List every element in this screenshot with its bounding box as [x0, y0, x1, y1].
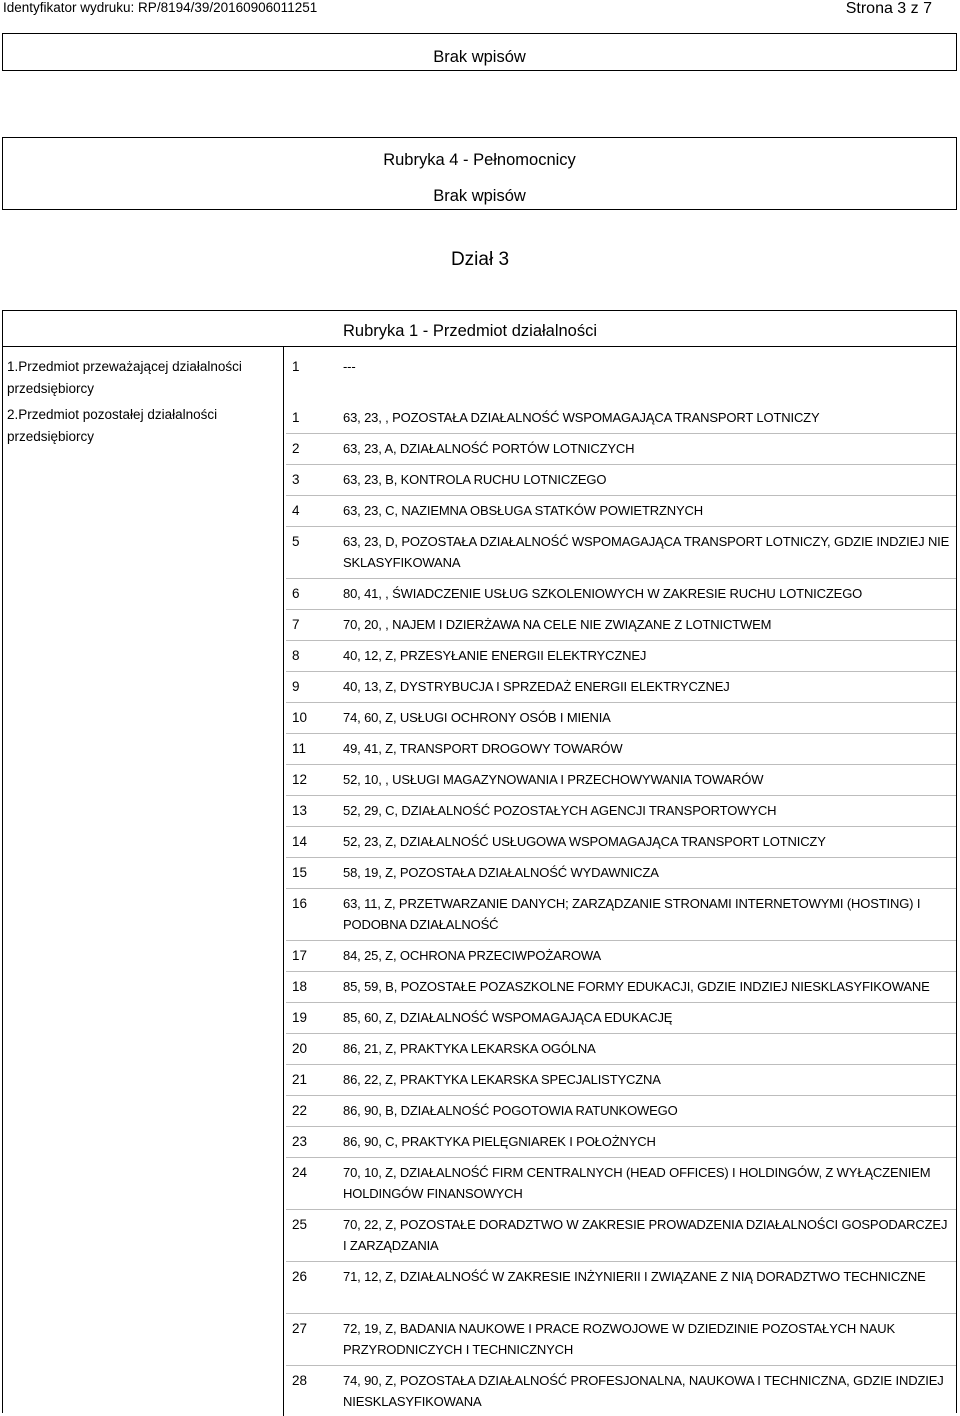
section-rubryka-1 [2, 310, 957, 1413]
row-separator [286, 640, 956, 641]
section-rubryka-4 [2, 137, 957, 210]
activity-number: 18 [292, 979, 308, 994]
activity-number: 13 [292, 803, 308, 818]
activity-number: 10 [292, 710, 308, 725]
activity-number: 19 [292, 1010, 308, 1025]
activity-text: 86, 90, C, PRAKTYKA PIELĘGNIAREK I POŁOŻNYCH [343, 1134, 656, 1149]
row-separator [286, 609, 956, 610]
activity-text: 70, 22, Z, POZOSTAŁE DORADZTWO W ZAKRESIE PROWADZENIA DZIAŁALNOŚCI GOSPODARCZEJ I ZARZĄDZANIA [343, 1217, 948, 1253]
activity-number: 6 [292, 586, 300, 601]
section-no-entries [2, 33, 957, 71]
main-activity-label: 1.Przedmiot przeważającej działalności przedsiębiorcy [7, 359, 242, 396]
other-activity-label: 2.Przedmiot pozostałej działalności przedsiębiorcy [7, 407, 218, 444]
divider [3, 346, 956, 347]
activity-text: 63, 11, Z, PRZETWARZANIE DANYCH; ZARZĄDZANIE STRONAMI INTERNETOWYMI (HOSTING) I PODOBNA DZIAŁALNOŚĆ [343, 896, 921, 932]
print-header [0, 0, 960, 18]
activity-text: 58, 19, Z, POZOSTAŁA DZIAŁALNOŚĆ WYDAWNICZA [343, 865, 659, 880]
activity-text: 86, 21, Z, PRAKTYKA LEKARSKA OGÓLNA [343, 1041, 596, 1056]
activity-number: 16 [292, 896, 308, 911]
activity-text: 40, 13, Z, DYSTRYBUCJA I SPRZEDAŻ ENERGII ELEKTRYCZNEJ [343, 679, 730, 694]
row-separator [286, 433, 956, 434]
activity-number: 21 [292, 1072, 308, 1087]
activity-number: 4 [292, 503, 300, 518]
activity-text: 49, 41, Z, TRANSPORT DROGOWY TOWARÓW [343, 741, 623, 756]
activity-text: 70, 10, Z, DZIAŁALNOŚĆ FIRM CENTRALNYCH (HEAD OFFICES) I HOLDINGÓW, Z WYŁĄCZENIEM HOLDINGÓW FINANSOWYCH [343, 1165, 931, 1201]
activity-text: 86, 22, Z, PRAKTYKA LEKARSKA SPECJALISTYCZNA [343, 1072, 661, 1087]
row-separator [286, 888, 956, 889]
activity-number: 27 [292, 1321, 308, 1336]
row-separator [286, 702, 956, 703]
activity-number: 25 [292, 1217, 308, 1232]
no-entries-text: Brak wpisów [433, 48, 526, 66]
activity-number: 28 [292, 1373, 308, 1388]
row-separator [286, 526, 956, 527]
rubryka-4-no-entries: Brak wpisów [433, 187, 526, 205]
activity-number: 5 [292, 534, 300, 549]
activity-text: 63, 23, , POZOSTAŁA DZIAŁALNOŚĆ WSPOMAGAJĄCA TRANSPORT LOTNICZY [343, 410, 820, 425]
row-separator [286, 1365, 956, 1366]
activity-text: 84, 25, Z, OCHRONA PRZECIWPOŻAROWA [343, 948, 602, 963]
activity-text: 74, 60, Z, USŁUGI OCHRONY OSÓB I MIENIA [343, 710, 611, 725]
activity-text: 85, 60, Z, DZIAŁALNOŚĆ WSPOMAGAJĄCA EDUKACJĘ [343, 1010, 673, 1025]
activity-number: 11 [292, 741, 307, 756]
activity-number: 22 [292, 1103, 308, 1118]
row-separator [286, 578, 956, 579]
dzial-title: Dział 3 [450, 249, 510, 270]
activity-text: 70, 20, , NAJEM I DZIERŻAWA NA CELE NIE ZWIĄZANE Z LOTNICTWEM [343, 617, 772, 632]
activity-text: 63, 23, B, KONTROLA RUCHU LOTNICZEGO [343, 472, 607, 487]
row-separator [286, 971, 956, 972]
activity-text: 63, 23, C, NAZIEMNA OBSŁUGA STATKÓW POWIETRZNYCH [343, 503, 703, 518]
row-separator [286, 857, 956, 858]
activity-number: 15 [292, 865, 308, 880]
activity-number: 20 [292, 1041, 308, 1056]
main-activity-value: --- [343, 359, 356, 374]
activity-text: 80, 41, , ŚWIADCZENIE USŁUG SZKOLENIOWYCH W ZAKRESIE RUCHU LOTNICZEGO [343, 586, 863, 601]
activity-text: 72, 19, Z, BADANIA NAUKOWE I PRACE ROZWOJOWE W DZIEDZINIE POZOSTAŁYCH NAUK PRZYRODNICZYCH I TECHNICZNYCH [343, 1321, 896, 1357]
activity-number: 2 [292, 441, 300, 456]
activity-number: 1 [292, 410, 300, 425]
activity-text: 71, 12, Z, DZIAŁALNOŚĆ W ZAKRESIE INŻYNIERII I ZWIĄZANE Z NIĄ DORADZTWO TECHNICZNE [343, 1269, 926, 1284]
activity-text: 63, 23, D, POZOSTAŁA DZIAŁALNOŚĆ WSPOMAGAJĄCA TRANSPORT LOTNICZY, GDZIE INDZIEJ NIE SKLASYFIKOWANA [343, 534, 950, 570]
rubryka-1-title: Rubryka 1 - Przedmiot działalności [343, 322, 598, 340]
activity-text: 86, 90, B, DZIAŁALNOŚĆ POGOTOWIA RATUNKOWEGO [343, 1103, 678, 1118]
row-separator [286, 1095, 956, 1096]
row-separator [286, 464, 956, 465]
main-activity-number: 1 [292, 359, 300, 374]
activity-text: 52, 29, C, DZIAŁALNOŚĆ POZOSTAŁYCH AGENCJI TRANSPORTOWYCH [343, 803, 777, 818]
row-separator [286, 1126, 956, 1127]
row-separator [286, 1157, 956, 1158]
row-separator [286, 1033, 956, 1034]
row-separator [286, 1313, 956, 1314]
activity-number: 17 [292, 948, 308, 963]
rubryka-4-title: Rubryka 4 - Pełnomocnicy [383, 151, 576, 169]
activity-text: 74, 90, Z, POZOSTAŁA DZIAŁALNOŚĆ PROFESJONALNA, NAUKOWA I TECHNICZNA, GDZIE INDZIEJ NIESKLASYFIKOWANA [343, 1373, 944, 1409]
activity-text: 52, 23, Z, DZIAŁALNOŚĆ USŁUGOWA WSPOMAGAJĄCA TRANSPORT LOTNICZY [343, 834, 826, 849]
row-separator [286, 1209, 956, 1210]
activity-text: 63, 23, A, DZIAŁALNOŚĆ PORTÓW LOTNICZYCH [343, 441, 635, 456]
row-separator [286, 826, 956, 827]
row-separator [286, 495, 956, 496]
row-separator [286, 1064, 956, 1065]
activity-number: 12 [292, 772, 308, 787]
page-number: Strona 3 z 7 [845, 0, 932, 17]
activity-number: 7 [292, 617, 300, 632]
activity-number: 23 [292, 1134, 308, 1149]
row-separator [286, 940, 956, 941]
row-separator [286, 671, 956, 672]
column-divider [283, 346, 284, 1416]
row-separator [286, 1002, 956, 1003]
row-separator [286, 1261, 956, 1262]
activity-number: 24 [292, 1165, 308, 1180]
activity-number: 8 [292, 648, 300, 663]
activity-text: 40, 12, Z, PRZESYŁANIE ENERGII ELEKTRYCZNEJ [343, 648, 647, 663]
print-identifier: Identyfikator wydruku: RP/8194/39/20160906011251 [3, 0, 318, 15]
activity-number: 26 [292, 1269, 308, 1284]
row-separator [286, 764, 956, 765]
activity-number: 3 [292, 472, 300, 487]
activity-text: 85, 59, B, POZOSTAŁE POZASZKOLNE FORMY EDUKACJI, GDZIE INDZIEJ NIESKLASYFIKOWANE [343, 979, 930, 994]
activity-text: 52, 10, , USŁUGI MAGAZYNOWANIA I PRZECHOWYWANIA TOWARÓW [343, 772, 764, 787]
activity-number: 9 [292, 679, 300, 694]
row-separator [286, 733, 956, 734]
row-separator [286, 795, 956, 796]
activity-number: 14 [292, 834, 308, 849]
